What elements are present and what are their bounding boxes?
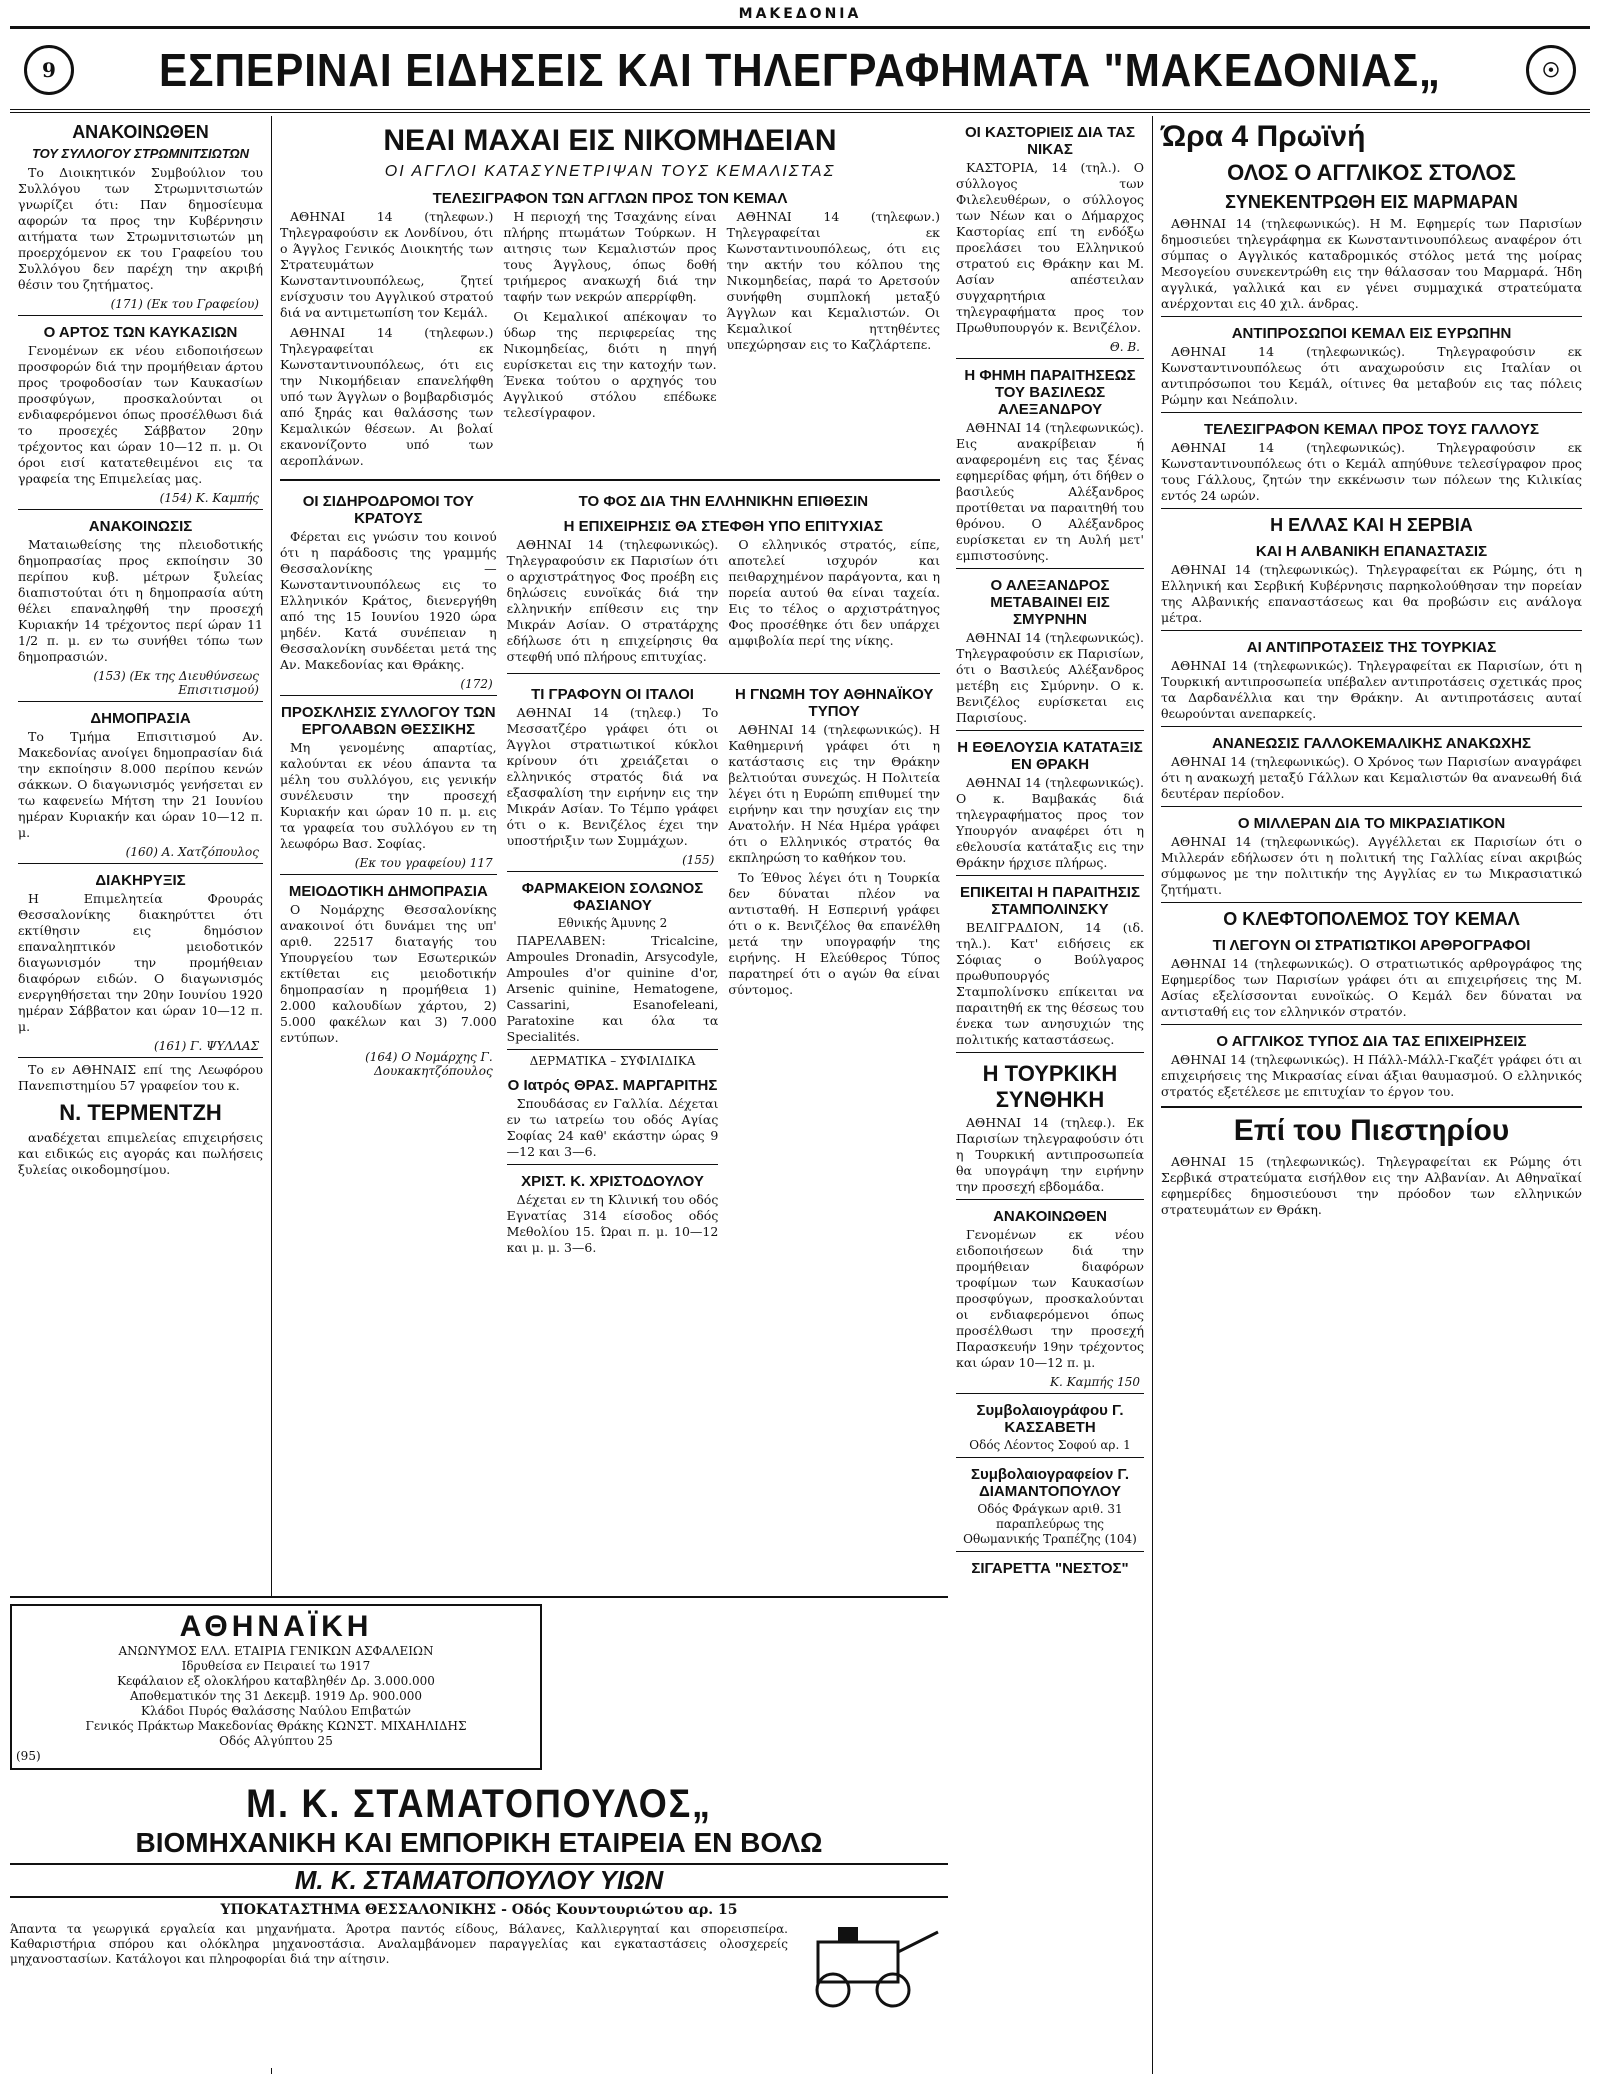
article-title: ΑΝΑΚΟΙΝΩΘΕΝ [72, 122, 209, 142]
article-text: ΑΘΗΝΑΙ 14 (τηλεφων.) Τηλεγραφούσιν εκ Λονδίνου, ότι ο Άγγλος Γενικός Διοικητής των Στρατευμάτων Κωνσταντινουπόλεως, ζητεί ενίσχυσιν του Αγγλικού στρατού διά να αντιμετωπίση τον Κεμάλ. [280, 209, 494, 320]
divider [956, 1052, 1144, 1053]
divider [18, 701, 263, 702]
article-text: ΑΘΗΝΑΙ 14 (τηλεφωνικώς). Τηλεγραφούσιν εκ Κωνσταντινουπόλεως ότι ο Κεμάλ απηύθυνε τελεσίγραφον προς τους Γάλλους, ζητών την εκκένωσιν των πόλεων της Κιλικίας εντός 24 ωρών. [1161, 440, 1582, 503]
article-signature: (153) (Εκ της Διευθύνσεως Επισιτισμού) [93, 669, 259, 697]
divider [507, 673, 940, 674]
divider [280, 874, 497, 875]
article-text: ΑΘΗΝΑΙ 14 (τηλεφωνικώς). Η Καθημερινή γράφει ότι η κατάστασις εις την Θράκην βελτιούται συνεχώς. Η Πολιτεία λέγει ότι η Ευρώπη επιθυμεί την ειρήνην και την ησυχίαν εις την Ανατολήν. Η Νέα Ημέρα γράφει ότι ο Ελληνικός στρατός θα εκπληρώση το καθήκον του. [728, 722, 941, 865]
derm-heading: ΔΕΡΜΑΤΙΚΑ – ΣΥΦΙΛΙΔΙΚΑ [529, 1054, 696, 1068]
article-text: ΑΘΗΝΑΙ 14 (τηλεφωνικώς). Ο κ. Βαμβακάς διά τηλεγραφήματος προς τον Υπουργόν αναφέρει ότι η εθελουσία κατάταξις εις την Θράκην ήρχισε πλήρως. [956, 775, 1144, 870]
article-text: Δέχεται εν τη Κλινική του οδός Εγνατίας 314 είσοδος οδός Μεθολίου 15. Ώραι π. μ. 10—12 και μ. μ. 3—6. [506, 1192, 719, 1255]
column-4 [1153, 116, 1590, 2074]
notary-address: Οδός Λέοντος Σοφού αρ. 1 [969, 1438, 1131, 1452]
article-text: ΚΑΣΤΟΡΙΑ, 14 (τηλ.). Ο σύλλογος των Φιλελευθέρων, ο σύλλογος των Νέων και ο Δήμαρχος Καστορίας επί τη ενδόξω προελάσει του Ελληνικού στρατού εις Θράκην και Μ. Ασίαν απέστειλαν συγχαρητήρια τηλεγραφήματα προς τον Πρωθυπουργόν κ. Βενιζέλον. [956, 160, 1144, 335]
article-title: ΤΟ ΦΟΣ ΔΙΑ ΤΗΝ ΕΛΛΗΝΙΚΗΝ ΕΠΙΘΕΣΙΝ [578, 493, 869, 510]
article-title: ΑΝΑΚΟΙΝΩΘΕΝ [993, 1208, 1107, 1225]
columns [10, 116, 1590, 2074]
company-details [10, 1922, 948, 2012]
article-subtitle: ΤΙ ΛΕΓΟΥΝ ΟΙ ΣΤΡΑΤΙΩΤΙΚΟΙ ΑΡΘΡΟΓΡΑΦΟΙ [1212, 937, 1531, 954]
article-text: Οι Κεμαλικοί απέκοψαν το ύδωρ της περιφερείας της Νικομηδείας, διότι η πηγή ευρίσκεται εις την κατοχήν των. Ένεκα τούτου ο αρχηγός του Αγγλικού στόλου επέδωκε τελεσίγραφον. [503, 309, 717, 420]
lower-left [507, 678, 719, 1260]
article-text: ΑΘΗΝΑΙ 14 (τηλεφωνικώς). Ο στρατιωτικός αρθρογράφος της Εφημερίδος των Παρισίων γράφει ότι αι επιχειρήσεις της Μ. Ασίας εξελίσσονται ευνοϊκώς. Ο Κεμάλ δεν δύναται να αντισταθή εις τον ελληνικόν στρατόν. [1161, 956, 1582, 1019]
divider [507, 1049, 719, 1050]
article-signature: (161) Γ. ΨΥΛΛΑΣ [154, 1039, 259, 1053]
notary-address: Οδός Φράγκων αριθ. 31 παραπλεύρως της Οθωμανικής Τραπέζης (104) [963, 1502, 1137, 1546]
middle-section [280, 485, 940, 1260]
article-title: ΑΝΑΝΕΩΣΙΣ ΓΑΛΛΟΚΕΜΑΛΙΚΗΣ ΑΝΑΚΩΧΗΣ [1212, 735, 1531, 752]
article-text: Η περιοχή της Τσαχάνης είναι πλήρης πτωμάτων Τούρκων. Η αιτησις των Κεμαλιστών προς τους Άγγλους, όπως δοθή τριήμερος ανακωχή διά την ταφήν των νεκρών απερρίφθη. [503, 209, 717, 304]
company-text: Άπαντα τα γεωργικά εργαλεία και μηχανήματα. Άροτρα παντός είδους, Βάλανες, Καλλιεργηταί και σπορεισπείρα. Καθαριστήρια σπόρου και ολόκληρα μηχανοστάσια. Αναλαμβάνομεν παραγγελίας και εγκαταστάσεις ολοσχερείς μηχανοστασίων. Κατάλογοι και πληροφορίαι διά την αίτησιν. [10, 1922, 788, 1966]
article-title: ΕΠΙΚΕΙΤΑΙ Η ΠΑΡΑΙΤΗΣΙΣ ΣΤΑΜΠΟΛΙΝΣΚΥ [960, 884, 1140, 918]
article-title: ΑΙ ΑΝΤΙΠΡΟΤΑΣΕΙΣ ΤΗΣ ΤΟΥΡΚΙΑΣ [1246, 639, 1497, 656]
article-signature: Θ. Β. [1109, 340, 1140, 354]
article-title: ΟΛΟΣ Ο ΑΓΓΛΙΚΟΣ ΣΤΟΛΟΣ [1227, 160, 1516, 185]
article-text: Το Διοικητικόν Συμβούλιον του Συλλόγου των Στρωμνιτσιωτών γνωρίζει ότι: Παν δημοσίευμα αφορών τα προς την Κυβέρνησιν αιτήματα των Στρωμνιτσιωτών μη προερχόμενον εκ του Γραφείου του Συλλόγου δεν παρέχη την ακριβή θέσιν του ζητήματος. [18, 165, 263, 292]
company-name: Μ. Κ. ΣΤΑΜΑΤΟΠΟΥΛΟΣ„ [246, 1782, 712, 1826]
article-text: Ματαιωθείσης της πλειοδοτικής δημοπρασίας προς εκποίησιν 30 περίπου κυβ. μέτρων ξυλείας διαπιστούται ότι η δημοπρασία αύτη θέλει επαναληφθή την προσεχή Κυριακήν 14 τρέχοντος περί ώραν 11 1/2 π. μ. εν τω συνήθει τόπω των δημοπρασιών. [18, 537, 263, 664]
divider [1161, 806, 1582, 807]
divider [956, 1551, 1144, 1552]
article-text: Μη γενομένης απαρτίας, καλούνται εκ νέου άπαντα τα μέλη του συλλόγου, εις γενικήν συνέλευσιν την προσεχή Κυριακήν και ώραν 10 π. μ. εις τα γραφεία του συλλόγου εν τη λεωφόρω Βασ. Σοφίας. [280, 740, 497, 851]
divider [956, 875, 1144, 876]
article-title: Η ΦΗΜΗ ΠΑΡΑΙΤΗΣΕΩΣ ΤΟΥ ΒΑΣΙΛΕΩΣ ΑΛΕΞΑΝΔΡΟΥ [964, 367, 1136, 418]
article-title: Η ΕΛΛΑΣ ΚΑΙ Η ΣΕΡΒΙΑ [1270, 515, 1473, 535]
article-signature: (Εκ του γραφείου) 117 [354, 856, 493, 870]
divider [280, 479, 940, 481]
article-title: ΟΙ ΚΑΣΤΟΡΙΕΙΣ ΔΙΑ ΤΑΣ ΝΙΚΑΣ [964, 124, 1136, 158]
lead-story [280, 209, 940, 473]
fos-col [507, 537, 719, 669]
fos-col [728, 537, 940, 669]
article-title: ΔΗΜΟΠΡΑΣΙΑ [90, 710, 191, 727]
company-line: Μ. Κ. ΣΤΑΜΑΤΟΠΟΥΛΟΥ ΥΙΩΝ [10, 1863, 948, 1898]
ad-line: Γενικός Πράκτωρ Μακεδονίας Θράκης ΚΩΝΣΤ. ΜΙΧΑΗΛΙΔΗΣ [85, 1719, 467, 1733]
article-text: ΑΘΗΝΑΙ 14 (τηλεφωνικώς). Εις ανακρίβειαν ή αναφερομένη εις τας ξένας εφημερίδας φήμη, ότι δήθεν ο βασιλεύς Αλέξανδρος προτίθεται να παραιτηθή του θρόνου. Ο Αλέξανδρος ευρίσκεται εν τη Αυλή μετ' εμπιστοσύνης. [956, 420, 1144, 563]
article-signature: (155) [682, 853, 715, 867]
running-head: ΜΑΚΕΔΟΝΙΑ [738, 6, 862, 22]
divider [507, 871, 719, 872]
article-title: Ο ΑΡΤΟΣ ΤΩΝ ΚΑΥΚΑΣΙΩΝ [43, 324, 238, 341]
right-emblem-icon: ☉ [1526, 45, 1576, 95]
divider [1161, 902, 1582, 903]
threshing-machine-icon [798, 1922, 948, 2012]
pharmacy-address: Εθνικής Άμυνης 2 [557, 916, 668, 930]
article-text: ΑΘΗΝΑΙ 14 (τηλεφ.). Εκ Παρισίων τηλεγραφούσιν ότι η Τουρκική αντιπροσωπεία θα υπογράψη την ειρήνην την προσεχή εβδομάδα. [956, 1115, 1144, 1194]
article-text: Φέρεται εις γνώσιν του κοινού ότι η παράδοσις της γραμμής Θεσσαλονίκης — Κωνσταντινουπόλεως εις το Ελληνικόν Κράτος, διενεργήθη από της 15 Ιουνίου 1920 ώρα μηδέν. Κατά συνέπειαν η Θεσσαλονίκη συνδέεται μετά της Αν. Μακεδονίας και Θράκης. [280, 529, 497, 672]
article-text: ΑΘΗΝΑΙ 14 (τηλεφωνικώς). Ο Χρόνος των Παρισίων αναγράφει ότι η ανακωχή μεταξύ Γάλλων και Κεμαλιστών θα ανανεωθή διά δευτέραν περίοδον. [1161, 754, 1582, 801]
article-text: ΑΘΗΝΑΙ 14 (τηλεφωνικώς). Αγγέλλεται εκ Παρισίων ότι ο Μιλλεράν εδήλωσεν ότι η πολιτική της Γαλλίας είναι ακριβώς σύμφωνος με την πολιτικήν της Αγγλίας εν τω Μικρασιατικώ ζητήματι. [1161, 834, 1582, 897]
ad-line: ΑΝΩΝΥΜΟΣ ΕΛΛ. ΕΤΑΙΡΙΑ ΓΕΝΙΚΩΝ ΑΣΦΑΛΕΙΩΝ [118, 1644, 434, 1658]
stamatopoulos-ad [10, 1782, 948, 2012]
masthead-title: ΕΣΠΕΡΙΝΑΙ ΕΙΔΗΣΕΙΣ ΚΑΙ ΤΗΛΕΓΡΑΦΗΜΑΤΑ "ΜΑΚΕΔΟΝΙΑΣ„ [158, 44, 1442, 96]
fos-story [507, 537, 940, 669]
article-text: ΑΘΗΝΑΙ 14 (τηλεφωνικώς). Τηλεγραφούσιν εκ Παρισίων, ότι ο Βασιλεύς Αλέξανδρος μετέβη εις Σμύρνην. Ο κ. Βενιζέλος ευρίσκεται εις Παρισίους. [956, 630, 1144, 725]
article-text: ΑΘΗΝΑΙ 14 (τηλεφωνικώς). Η Πάλλ-Μάλλ-Γκαζέτ γράφει ότι αι επιχειρήσεις της Μικρασίας είναι άξιαι θαυμασμού. Ο ελληνικός στρατός εξετέλεσε με επιτυχίαν το έργον του. [1161, 1052, 1582, 1099]
company-line: ΒΙΟΜΗΧΑΝΙΚΗ ΚΑΙ ΕΜΠΟΡΙΚΗ ΕΤΑΙΡΕΙΑ ΕΝ ΒΟΛΩ [135, 1827, 823, 1858]
ad-line: Οδός Αλγύπτου 25 [219, 1734, 333, 1748]
article-text: ΑΘΗΝΑΙ 14 (τηλεφωνικώς). Τηλεγραφείται εκ Παρισίων, ότι η Τουρκική αντιπροσωπεία υπέβαλεν αντιπροτάσεις σχετικάς προς τα Δαρδανέλλια και την Θράκην. Αι αντιπροτάσεις αυταί θεωρούνται ανεπαρκείς. [1161, 658, 1582, 721]
article-title: ΤΙ ΓΡΑΦΟΥΝ ΟΙ ΙΤΑΛΟΙ [531, 686, 694, 703]
article-text: Γενομένων εκ νέου ειδοποιήσεων προσφορών διά την προμήθειαν άρτου προς τροφοδοσίαν των Καυκασίων προσφύγων, προσκαλούνται οι ενδιαφερόμενοι όπως προσέλθωσι διά το προσεχές Σάββατον 20ην τρέχοντος και ώραν 10—12 π. μ. Οι όροι εισί κατατεθειμένοι εις τα γραφεία της Επιμελείας μας. [18, 343, 263, 486]
left-emblem-icon: 9 [24, 45, 74, 95]
divider [956, 358, 1144, 359]
article-text: Το Τμήμα Επισιτισμού Αν. Μακεδονίας ανοίγει δημοπρασίαν διά την εκποίησιν 8.000 περίπου κενών σάκκων. Ο διαγωνισμός γενήσεται εν τω καφενείω Μήτση την 21 Ιουνίου ημέραν Κυριακήν και ώραν 10—12 π. μ. [18, 729, 263, 840]
article-subtitle: ΣΥΝΕΚΕΝΤΡΩΘΗ ΕΙΣ ΜΑΡΜΑΡΑΝ [1225, 192, 1518, 212]
article-text: ΑΘΗΝΑΙ 14 (τηλεφων.) Τηλεγραφείται εκ Κωνσταντινουπόλεως, ότι εις την Νικομήδειαν επανελήφθη υπό των Άγγλων ο βομβαρδισμός από ξηράς και θαλάσσης των Κεμαλικών θέσεων. Αι βολαί εκανονίζοντο υπό των αεροπλάνων. [280, 325, 494, 468]
article-subtitle: ΚΑΙ Η ΑΛΒΑΝΙΚΗ ΕΠΑΝΑΣΤΑΣΙΣ [1255, 543, 1488, 560]
bottom-ads [10, 1596, 948, 2068]
divider [1161, 726, 1582, 727]
article-title: ΔΙΑΚΗΡΥΞΙΣ [95, 872, 186, 889]
divider [18, 1057, 263, 1058]
article-title: Η ΤΟΥΡΚΙΚΗ ΣΥΝΘΗΚΗ [982, 1061, 1118, 1112]
divider [956, 1393, 1144, 1394]
article-signature: (171) (Εκ του Γραφείου) [110, 297, 259, 311]
article-text: Σπουδάσας εν Γαλλία. Δέχεται εν τω ιατρείω του οδός Αγίας Σοφίας 24 καθ' εκάστην ώρας 9—12 και 3—6. [506, 1096, 719, 1159]
lead-story-col [503, 209, 716, 473]
lower-right [728, 678, 940, 1260]
article-text: Ο ελληνικός στρατός, είπε, αποτελεί ισχυρόν και πειθαρχημένον παράγοντα, και η πορεία αυτού θα είναι ταχεία. Εις το τέλος ο αρχιστράτηγος Φος προσέθηκε ότι δεν υπάρχει αμφιβολία περί της νίκης. [728, 537, 941, 648]
ad-line: Κεφάλαιον εξ ολοκλήρου καταβληθέν Δρ. 3.000.000 [117, 1674, 435, 1688]
insurance-ad [10, 1604, 542, 1770]
subcol-b [507, 485, 940, 1260]
article-signature: (172) [460, 677, 493, 691]
stop-press-banner: Επί του Πιεστηρίου [1233, 1114, 1510, 1147]
article-text: Η Επιμελητεία Φρουράς Θεσσαλονίκης διακηρύττει ότι εκτίθησιν εις δημόσιον επαναληπτικόν μειοδοτικόν διαγωνισμόν την προμήθειαν διαφόρων ειδών. Ο διαγωνισμός ενεργηθήσεται την 20ην Ιουνίου 1920 ημέραν Σάββατον και ώραν 10—12 π. μ. [18, 891, 263, 1034]
article-text: ΑΘΗΝΑΙ 15 (τηλεφωνικώς). Τηλεγραφείται εκ Ρώμης ότι Σερβικά στρατεύματα εισήλθον εις την Αλβανίαν. Αι Αθηναϊκαί εφημερίδες δημοσιεύουσι την πρόοδον των ελληνικών στρατευμάτων εν Θράκη. [1161, 1154, 1582, 1217]
divider [18, 315, 263, 316]
divider [1161, 1106, 1582, 1108]
article-text: Το εν ΑΘΗΝΑΙΣ επί της Λεωφόρου Πανεπιστημίου 57 γραφείον του κ. [18, 1062, 263, 1093]
article-text: ΑΘΗΝΑΙ 14 (τηλεφ.) Το Μεσσατζέρο γράφει ότι οι Άγγλοι στρατιωτικοί κύκλοι κρίνουν ότι χρειάζεται ο ελληνικός στρατός διά να εξασφαλίση την ειρήνην εις την Μικράν Ασίαν. Το Τέμπο γράφει ότι ο κ. Βενιζέλος έχει την υποστήριξιν των Συμμάχων. [506, 705, 719, 848]
article-title: Ο ΚΛΕΦΤΟΠΟΛΕΜΟΣ ΤΟΥ ΚΕΜΑΛ [1223, 909, 1520, 929]
divider [1161, 630, 1582, 631]
article-signature: (160) Α. Χατζόπουλος [125, 845, 259, 859]
ad-number: (95) [16, 1749, 41, 1763]
divider [1161, 1024, 1582, 1025]
divider [956, 1457, 1144, 1458]
divider [18, 509, 263, 510]
article-text: ΑΘΗΝΑΙ 14 (τηλεφων.) Τηλεγραφείται εκ Κωνσταντινουπόλεως, ότι εις την ακτήν του κόλπου της Νικομηδείας, παρά το Αρετσούν συνήφθη συμπλοκή μεταξύ Άγγλων και Κεμαλιστών. Οι Κεμαλικοί ηττηθέντες υπεχώρησαν εις το Καζλάρτεπε. [726, 209, 940, 352]
article-text: ΒΕΛΙΓΡΑΔΙΟΝ, 14 (ιδ. τηλ.). Κατ' ειδήσεις εκ Σόφιας ο Βούλγαρος πρωθυπουργός Σταμπολίνσκυ επίκειται να παραιτηθή εκ της θέσεως του ένεκα των ανησυχιών της πολιτικής καταστάσεως. [956, 920, 1144, 1047]
ad-line: Ιδρυθείσα εν Πειραιεί τω 1917 [181, 1659, 371, 1673]
article-title: ΑΝΑΚΟΙΝΩΣΙΣ [88, 518, 193, 535]
cigarette-ad: ΣΙΓΑΡΕΤΤΑ "ΝΕΣΤΟΣ" [971, 1560, 1129, 1577]
divider [1161, 412, 1582, 413]
divider [507, 1164, 719, 1165]
article-text: Γενομένων εκ νέου ειδοποιήσεων διά την προμήθειαν διαφόρων τροφίμων των Καυκασίων προσφύγων, προσκαλούνται οι ενδιαφερόμενοι όπως προσέλθωσι την προσεχή Παρασκευήν 19ην τρέχοντος και ώραν 10—12 π. μ. [956, 1227, 1144, 1370]
article-text: αναδέχεται επιμελείας επιχειρήσεις και ειδικώς εις αγοράς και πωλήσεις ξυλείας οικοδομησίμου. [18, 1130, 263, 1177]
newspaper-page [10, 4, 1590, 2076]
lower-middle [507, 678, 940, 1260]
advert-name: Ν. ΤΕΡΜΕΝΤΖΗ [59, 1100, 222, 1125]
notary-name: Συμβολαιογραφείον Γ. ΔΙΑΜΑΝΤΟΠΟΥΛΟΥ [970, 1466, 1129, 1500]
doctor-name: ΧΡΙΣΤ. Κ. ΧΡΙΣΤΟΔΟΥΛΟΥ [521, 1173, 704, 1190]
divider [1161, 508, 1582, 509]
divider [956, 1199, 1144, 1200]
lead-subheadline-2: ΤΕΛΕΣΙΓΡΑΦΟΝ ΤΩΝ ΑΓΓΛΩΝ ΠΡΟΣ ΤΟΝ ΚΕΜΑΛ [432, 190, 788, 207]
divider [956, 568, 1144, 569]
article-title: Η ΓΝΩΜΗ ΤΟΥ ΑΘΗΝΑΪΚΟΥ ΤΥΠΟΥ [735, 686, 934, 720]
late-edition-banner: Ώρα 4 Πρωϊνή [1161, 120, 1366, 153]
lead-headline: ΝΕΑΙ ΜΑΧΑΙ ΕΙΣ ΝΙΚΟΜΗΔΕΙΑΝ [383, 124, 837, 157]
article-title: ΜΕΙΟΔΟΤΙΚΗ ΔΗΜΟΠΡΑΣΙΑ [288, 883, 488, 900]
ad-line: Κλάδοι Πυρός Θαλάσσης Ναύλου Επιβατών [141, 1704, 411, 1718]
article-title: Ο ΜΙΛΛΕΡΑΝ ΔΙΑ ΤΟ ΜΙΚΡΑΣΙΑΤΙΚΟΝ [1237, 815, 1506, 832]
insurance-name: ΑΘΗΝΑΪΚΗ [179, 1610, 373, 1643]
article-title: ΑΝΤΙΠΡΟΣΩΠΟΙ ΚΕΜΑΛ ΕΙΣ ΕΥΡΩΠΗΝ [1231, 325, 1512, 342]
column-3 [948, 116, 1153, 2074]
article-text: ΑΘΗΝΑΙ 14 (τηλεφωνικώς). Η Μ. Εφημερίς των Παρισίων δημοσιεύει τηλεγράφημα εκ Κωνσταντινουπόλεως αναφέρον ότι σύμπας ο Αγγλικός καταδρομικός στόλος μετά της μοίρας Μεσογείου συνεκεντρώθη εις την θάλασσαν του Μαρμαρά. Ήδη αγγλικά, γαλλικά και εν γένει συμμαχικά στρατεύματα ανέρχονται εις 40 χιλ. άνδρας. [1161, 216, 1582, 311]
article-text: ΠΑΡΕΛΑΒΕΝ: Tricalcine, Ampoules Dronadin, Arsycodyle, Ampoules d'or quinine d'or, Arsenic quinine, Hematogene, Cassarini, Esanofeleani, Paratoxine και όλα τα Specialités. [506, 933, 719, 1044]
article-text: ΑΘΗΝΑΙ 14 (τηλεφωνικώς). Τηλεγραφείται εκ Ρώμης, ότι η Ελληνική και Σερβική Κυβέρνησις παρηκολούθησαν την πορείαν της Αλβανικής επαναστάσεως και θα προβώσιν εις ανάλογα μέτρα. [1161, 562, 1582, 625]
article-title: ΤΕΛΕΣΙΓΡΑΦΟΝ ΚΕΜΑΛ ΠΡΟΣ ΤΟΥΣ ΓΑΛΛΟΥΣ [1203, 421, 1540, 438]
divider [280, 695, 497, 696]
notary-name: Συμβολαιογράφου Γ. ΚΑΣΣΑΒΕΤΗ [976, 1402, 1124, 1436]
article-text: ΑΘΗΝΑΙ 14 (τηλεφωνικώς). Τηλεγραφούσιν εκ Κωνσταντινουπόλεως ότι αναχωρούσιν εις Ιταλίαν οι αντιπρόσωποι του Κεμάλ, οίτινες θα μεταβούν εις τας πόλεις Ρώμην και Νεάπολιν. [1161, 344, 1582, 407]
top-rule [10, 26, 1590, 29]
article-signature: Κ. Καμπής 150 [1050, 1375, 1140, 1389]
article-subtitle: Η ΕΠΙΧΕΙΡΗΣΙΣ ΘΑ ΣΤΕΦΘΗ ΥΠΟ ΕΠΙΤΥΧΙΑΣ [563, 518, 884, 535]
divider [956, 730, 1144, 731]
article-title: Ο ΑΓΓΛΙΚΟΣ ΤΥΠΟΣ ΔΙΑ ΤΑΣ ΕΠΙΧΕΙΡΗΣΕΙΣ [1216, 1033, 1527, 1050]
divider [18, 863, 263, 864]
lead-story-col [280, 209, 493, 473]
doctor-name: Ο Ιατρός ΘΡΑΣ. ΜΑΡΓΑΡΙΤΗΣ [507, 1077, 718, 1094]
article-title: ΦΑΡΜΑΚΕΙΟΝ ΣΟΛΩΝΟΣ ΦΑΣΙΑΝΟΥ [521, 880, 704, 914]
company-branch: ΥΠΟΚΑΤΑΣΤΗΜΑ ΘΕΣΣΑΛΟΝΙΚΗΣ - Οδός Κουντουριώτου αρ. 15 [220, 1902, 738, 1918]
article-title: Η ΕΘΕΛΟΥΣΙΑ ΚΑΤΑΤΑΞΙΣ ΕΝ ΘΡΑΚΗ [957, 739, 1143, 773]
article-title: ΠΡΟΣΚΛΗΣΙΣ ΣΥΛΛΟΓΟΥ ΤΩΝ ΕΡΓΟΛΑΒΩΝ ΘΕΣΣΙΚΗΣ [281, 704, 496, 738]
lead-story-col [727, 209, 940, 473]
article-title: ΟΙ ΣΙΔΗΡΟΔΡΟΜΟΙ ΤΟΥ ΚΡΑΤΟΥΣ [302, 493, 474, 527]
masthead [10, 31, 1590, 113]
article-title: Ο ΑΛΕΞΑΝΔΡΟΣ ΜΕΤΑΒΑΙΝΕΙ ΕΙΣ ΣΜΥΡΝΗΝ [990, 577, 1110, 628]
article-signature: (154) Κ. Καμπής [159, 491, 259, 505]
article-signature: (164) Ο Νομάρχης Γ. Δουκακητζόπουλος [365, 1050, 493, 1078]
article-text: ΑΘΗΝΑΙ 14 (τηλεφωνικώς). Τηλεγραφούσιν εκ Παρισίων ότι ο αρχιστράτηγος Φος προέβη εις δηλώσεις ευνοϊκάς διά την ελληνικήν επίθεσιν εις την Μικράν Ασίαν. Ο στρατάρχης εδήλωσε ότι η επιχείρησις θα στεφθή υπό πλήρους επιτυχίας. [506, 537, 719, 664]
article-subtitle: ΤΟΥ ΣΥΛΛΟΓΟΥ ΣΤΡΩΜΝΙΤΣΙΩΤΩΝ [31, 146, 250, 161]
subcol-a [280, 485, 497, 1260]
divider [1161, 316, 1582, 317]
ad-line: Αποθεματικόν της 31 Δεκεμβ. 1919 Δρ. 900.000 [129, 1689, 423, 1703]
lead-subheadline: ΟΙ ΑΓΓΛΟΙ ΚΑΤΑΣΥΝΕΤΡΙΨΑΝ ΤΟΥΣ ΚΕΜΑΛΙΣΤΑΣ [384, 163, 836, 180]
article-text: Ο Νομάρχης Θεσσαλονίκης ανακοινοί ότι δυνάμει της υπ' αριθ. 22517 διαταγής του Υπουργείου των Εσωτερικών εκτίθεται εις μειοδοτικήν δημοπρασίαν η προμήθεια 1) 2.000 καλουδίων χάρτου, 2) 5.000 φακέλων και 3) 7.000 εντύπων. [280, 902, 497, 1045]
article-text: Το Έθνος λέγει ότι η Τουρκία δεν δύναται πλέον να αντισταθή. Η Εσπερινή γράφει ότι ο κ. Βενιζέλος θα επανέλθη μετά την υπογραφήν της ειρήνης. Η Ελεύθερος Τύπος παρατηρεί ότι ο αγών θα είναι σύντομος. [728, 870, 941, 997]
